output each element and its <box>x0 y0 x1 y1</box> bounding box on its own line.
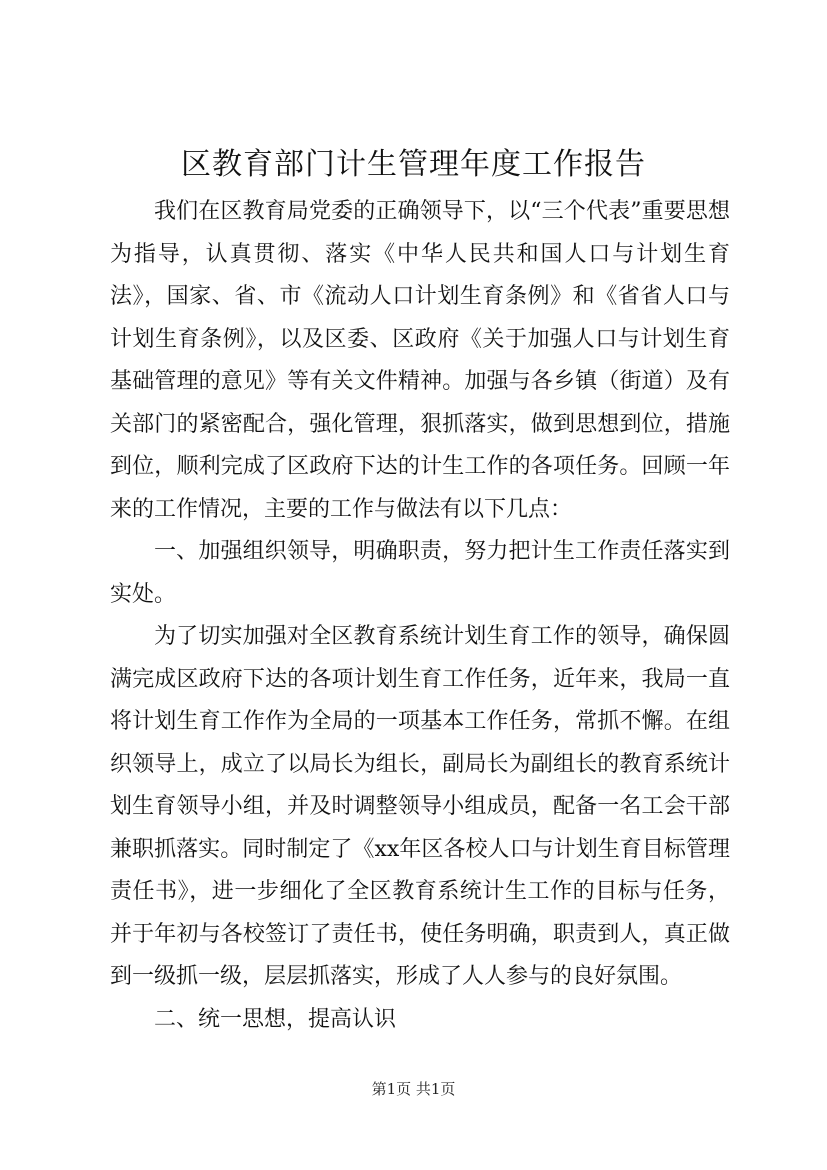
page-indicator: 第1页 共1页 <box>371 1080 456 1098</box>
paragraph-section-1: 为了切实加强对全区教育系统计划生育工作的领导，确保圆满完成区政府下达的各项计划生育工作任务，近年来，我局一直将计划生育工作作为全局的一项基本工作任务，常抓不懈。在组织领导上，成立了以局长为组长，副局长为副组长的教育系统计划生育领导小组，并及时调整领导小组成员，配备一名工会干部兼职抓落实。同时制定了《xx年区各校人口与计划生育目标管理责任书》，进一步细化了全区教育系统计生工作的目标与任务，并于年初与各校签订了责任书，使任务明确，职责到人，真正做到一级抓一级，层层抓落实，形成了人人参与的良好氛围。 <box>110 624 730 989</box>
section-heading-1: 一、加强组织领导，明确职责，努力把计生工作责任落实到实处。 <box>110 539 730 607</box>
document-title: 区教育部门计生管理年度工作报告 <box>181 147 646 182</box>
section-heading-2: 二、统一思想，提高认识 <box>154 1006 397 1032</box>
paragraph-intro: 我们在区教育局党委的正确领导下，以“三个代表”重要思想为指导，认真贯彻、落实《中华人民共和国人口与计划生育法》，国家、省、市《流动人口计划生育条例》和《省省人口与计划生育条例》，以及区委、区政府《关于加强人口与计划生育基础管理的意见》等有关文件精神。加强与各乡镇（街道）及有关部门的紧密配合，强化管理，狠抓落实，做到思想到位，措施到位，顺利完成了区政府下达的计生工作的各项任务。回顾一年来的工作情况，主要的工作与做法有以下几点： <box>110 199 730 522</box>
document-body <box>110 191 730 1041</box>
